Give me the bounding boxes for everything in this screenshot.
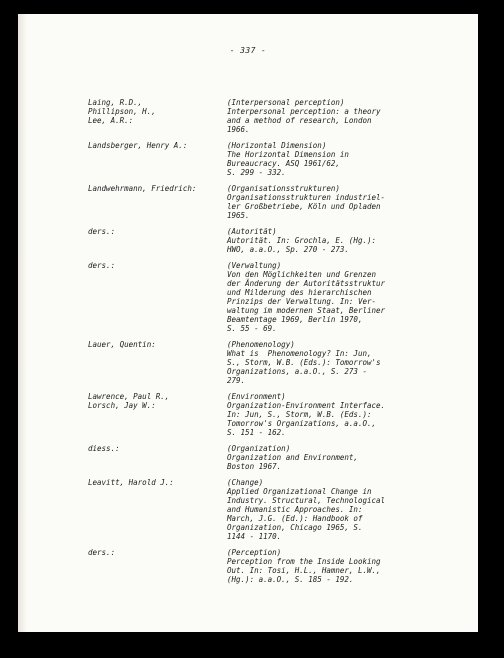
author-line: Landsberger, Henry A.: [88, 141, 188, 150]
reference-keyword: (Perception) [227, 548, 282, 557]
entry-reference [227, 141, 427, 177]
entry-reference [227, 444, 427, 471]
reference-line: March, J.G. (Ed.): Handbook of [227, 514, 363, 523]
entry-reference [227, 98, 427, 134]
reference-keyword: (Verwaltung) [227, 261, 282, 270]
entry-author [88, 98, 224, 125]
author-line: ders.: [88, 227, 116, 236]
entry-author [88, 478, 224, 487]
reference-line: Bureaucracy. ASQ 1961/62, [227, 159, 340, 168]
bibliography-entry [88, 478, 468, 541]
reference-line: Industry. Structural, Technological [227, 496, 386, 505]
reference-line: und Milderung des hierarchischen [227, 288, 372, 297]
entry-reference [227, 227, 427, 254]
reference-line: Organization, Chicago 1965, S. [227, 523, 363, 532]
reference-keyword: (Environment) [227, 392, 286, 401]
reference-line: S. 151 - 162. [227, 428, 286, 437]
reference-line: S. 55 - 69. [227, 324, 277, 333]
reference-line: der Änderung der Autoritätsstruktur [227, 279, 386, 288]
reference-line: Tomorrow's Organizations, a.a.O., [227, 419, 377, 428]
reference-keyword: (Horizontal Dimension) [227, 141, 327, 150]
bibliography-entry [88, 548, 468, 584]
author-line: ders.: [88, 261, 116, 270]
reference-line: In: Jun, S., Storm, W.B. (Eds.): [227, 410, 372, 419]
reference-line: Organization and Environment, [227, 453, 358, 462]
reference-line: 279. [227, 376, 246, 385]
bibliography-list [88, 98, 468, 591]
bibliography-entry [88, 184, 468, 220]
entry-author [88, 184, 224, 193]
author-line: Phillipson, H., [88, 107, 156, 116]
bibliography-entry [88, 227, 468, 254]
entry-author [88, 340, 224, 349]
document-page [18, 14, 478, 632]
reference-line: ler Großbetriebe, Köln und Opladen [227, 202, 381, 211]
entry-author [88, 141, 224, 150]
reference-keyword: (Change) [227, 478, 264, 487]
entry-author [88, 444, 224, 453]
entry-reference [227, 184, 427, 220]
reference-line: 1965. [227, 211, 250, 220]
bibliography-entry [88, 392, 468, 437]
reference-line: Prinzips der Verwaltung. In: Ver- [227, 297, 377, 306]
reference-line: Organization-Environment Interface. [227, 401, 386, 410]
entry-author [88, 227, 224, 236]
author-line: Lee, A.R.: [88, 116, 134, 125]
entry-reference [227, 478, 427, 541]
reference-line: waltung im modernen Staat, Berliner [227, 306, 386, 315]
reference-line: Organisationsstrukturen industriel- [227, 193, 386, 202]
reference-line: Boston 1967. [227, 462, 282, 471]
reference-keyword: (Phenomenology) [227, 340, 295, 349]
page-binding-shadow [18, 14, 27, 632]
reference-line: Von den Möglichkeiten und Grenzen [227, 270, 377, 279]
reference-line: Applied Organizational Change in [227, 487, 372, 496]
author-line: diess.: [88, 444, 120, 453]
entry-author [88, 548, 224, 557]
reference-line: HWO, a.a.O., Sp. 270 - 273. [227, 245, 349, 254]
author-line: Leavitt, Harold J.: [88, 478, 174, 487]
author-line: ders.: [88, 548, 116, 557]
bibliography-entry [88, 444, 468, 471]
entry-reference [227, 548, 427, 584]
reference-line: The Horizontal Dimension in [227, 150, 349, 159]
author-line: Laing, R.D., [88, 98, 143, 107]
reference-line: S. 299 - 332. [227, 168, 286, 177]
author-line: Landwehrmann, Friedrich: [88, 184, 197, 193]
reference-line: Interpersonal perception: a theory [227, 107, 381, 116]
reference-keyword: (Organization) [227, 444, 291, 453]
author-line: Lauer, Quentin: [88, 340, 156, 349]
entry-reference [227, 261, 427, 333]
entry-reference [227, 392, 427, 437]
reference-keyword: (Organisationsstrukturen) [227, 184, 340, 193]
entry-author [88, 261, 224, 270]
reference-line: and a method of research, London [227, 116, 372, 125]
reference-keyword: (Interpersonal perception) [227, 98, 345, 107]
entry-author [88, 392, 224, 410]
author-line: Lawrence, Paul R., [88, 392, 170, 401]
reference-line: What is Phenomenology? In: Jun, [227, 349, 372, 358]
reference-line: 1966. [227, 125, 250, 134]
reference-line: Autorität. In: Grochla, E. (Hg.): [227, 236, 377, 245]
bibliography-entry [88, 261, 468, 333]
reference-line: 1144 - 1170. [227, 532, 282, 541]
reference-line: Perception from the Inside Looking [227, 557, 381, 566]
reference-keyword: (Autorität) [227, 227, 277, 236]
bibliography-entry [88, 141, 468, 177]
bibliography-entry [88, 98, 468, 134]
bibliography-entry [88, 340, 468, 385]
reference-line: and Humanistic Approaches. In: [227, 505, 363, 514]
reference-line: Beamtentage 1969, Berlin 1970, [227, 315, 363, 324]
author-line: Lorsch, Jay W.: [88, 401, 156, 410]
reference-line: Organizations, a.a.O., S. 273 - [227, 367, 367, 376]
reference-line: S., Storm, W.B. (Eds.): Tomorrow's [227, 358, 381, 367]
reference-line: Out. In: Tosi, H.L., Hamner, L.W., [227, 566, 381, 575]
entry-reference [227, 340, 427, 385]
reference-line: (Hg.): a.a.O., S. 185 - 192. [227, 575, 354, 584]
page-number: - 337 - [229, 46, 267, 55]
